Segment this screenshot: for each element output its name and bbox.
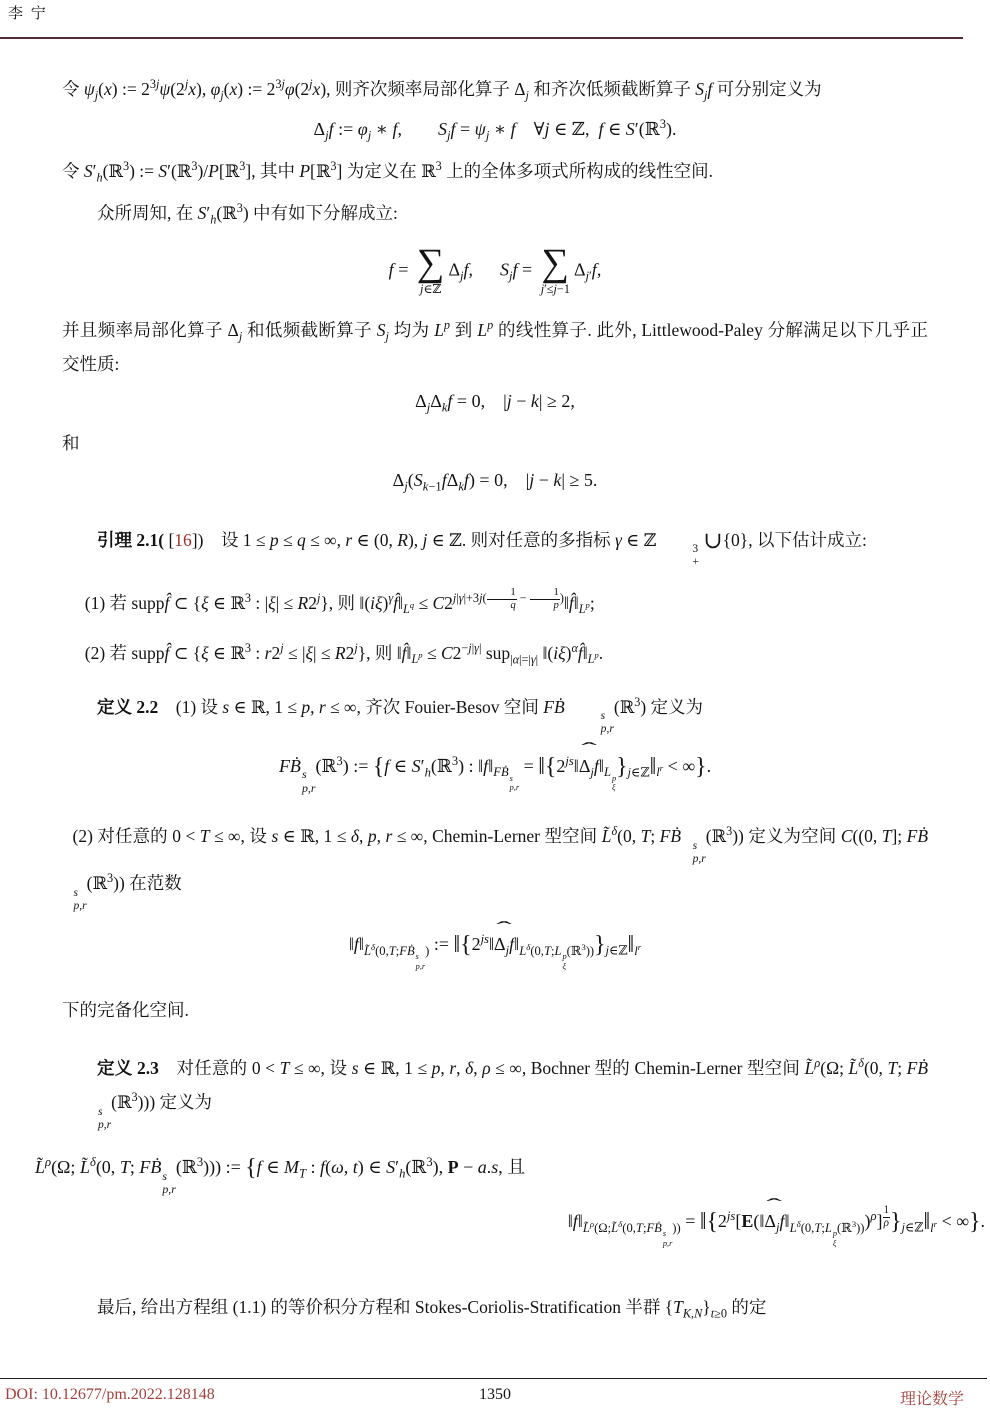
equation-orthogonality-1: $\Delta_j\Delta_kf = 0$, |j − k| ≥ 2, xyxy=(415,390,575,415)
paragraph-final: 最后, 给出方程组 (1.1) 的等价积分方程和 Stokes-Coriolis-Stratification 半群 $\{T_{K,N}\}_{t\ge 0}$ 的定 xyxy=(97,1297,767,1321)
equation-fourier-besov-space: FḂ s p,r (ℝ$^3$) := {f ∈ $S'_h(ℝ^3)$ : $‖f‖_{FḂ s p,r}$ = $‖\{2^{js}‖ˆ$ $\Delta_jf‖_{L p \xi}$ }$_{j\in ℤ}‖_{l^r}$ < ∞}. xyxy=(62,753,928,796)
equation-chemin-lerner-norm: $‖f‖_{L̃^\delta(0,T;FḂ s p,r )}$ := $‖\{2^{js}‖ˆ$ $\Delta_jf‖_{L^\delta(0,T;L p \xi (ℝ^3))}\}_{j\in ℤ}‖_{l^r}$ xyxy=(62,931,928,971)
citation-ref-16[interactable]: 16 xyxy=(174,529,192,550)
paragraph-operator-definitions: 令 $\psi_j(x)$ := $2^{3j}\psi(2^jx)$, $\varphi_j(x)$ := $2^{3j}\varphi(2^jx)$, 则齐次频率局部化算子 $\Delta_j$ 和齐次低频截断算子 $S_jf$ 可分别定义为 xyxy=(62,77,822,103)
page-number: 1350 xyxy=(479,1386,511,1403)
citation-bracket-close: ]) xyxy=(191,529,204,550)
paragraph-definition-2-2 xyxy=(62,690,928,737)
paragraph-definition-2-3 xyxy=(62,1051,928,1132)
paragraph-linear-operators: 并且频率局部化算子 $\Delta_j$ 和低频截断算子 $S_j$ 均为 $L^p$ 到 $L^p$ 的线性算子. 此外, Littlewood-Paley 分解满足以下几乎正交性质: xyxy=(62,317,929,374)
running-header-author: 李 宁 xyxy=(8,6,48,22)
page-body xyxy=(35,72,985,1324)
paragraph-quotient-space: 令 $S'_h(ℝ^3)$ := S′(ℝ$^3$)/P[ℝ$^3$], 其中 P[ℝ$^3$] 为定义在 ℝ$^3$ 上的全体多项式所构成的线性空间. xyxy=(62,159,714,185)
lemma-item-2: (2) 若 suppf̂ ⊂ {ξ ∈ ℝ$^3$ : $r2^j \le |\xi| \le R2^j$}, 则 $‖f̂‖_{L^p} \le C2^{-j|\gamma|}$ sup$_{|\alpha|=|\gamma|}$ $‖(i\xi)^\alpha f̂‖_{L^p}$. xyxy=(84,640,604,667)
paragraph-and: 和 xyxy=(62,432,80,453)
paragraph-well-known-decomposition: 众所周知, 在 $S'_h(ℝ^3)$ 中有如下分解成立: xyxy=(97,201,398,227)
doi-link[interactable]: DOI: 10.12677/pm.2022.128148 xyxy=(5,1386,215,1403)
lemma-body: 设 1 ≤ p ≤ q ≤ ∞, r ∈ (0, R), j ∈ ℤ. 则对任意的多指标 γ ∈ ℤ 3 + ∪{0}, 以下估计成立: xyxy=(203,526,867,569)
equation-localization-operators: $\Delta_jf$ := $\varphi_j$ ∗ f, $S_jf = \psi_j$ ∗ f ∀j ∈ ℤ, f ∈ S′(ℝ$^3$). xyxy=(313,117,677,143)
definition-2-3-label: 定义 2.3 xyxy=(97,1058,159,1079)
lemma-item-1: (1) 若 suppf̂ ⊂ {ξ ∈ ℝ$^3$ : $|\xi| \le R2^j$}, 则 $‖(i\xi)^\gamma f̂‖_{L^q}$ ≤ $C2^{j|\gamma|+3j( \frac{1}{q} - \frac{1}{p} )}‖f̂‖_{L^p}$; xyxy=(84,586,595,617)
equation-bochner-space-line-2: $‖f‖_{L̃^\rho(\Omega;L̃^\delta(0,T;FḂ s p,r ))}$ = $‖\{2^{js}[E(‖ˆ$ $\Delta_jf‖_{L^\delta(0,T;L p \xi (ℝ^3))})^\rho$] $^{\frac{1}{\rho}}$ }$_{j\in ℤ}‖_{l^r}$ < ∞}. xyxy=(62,1205,985,1248)
journal-name: 理论数学 xyxy=(899,1391,964,1408)
page-footer xyxy=(0,1386,990,1412)
equation-littlewood-paley-sums: f = ∑ j∈ℤ $\Delta_jf$, $S_jf$ = ∑ j′≤j−1 $\Delta_{j'}f$, xyxy=(388,242,602,296)
definition-2-2-label: 定义 2.2 xyxy=(97,696,159,717)
definition-2-2-body: (1) 设 s ∈ ℝ, 1 ≤ p, r ≤ ∞, 齐次 Fouier-Besov 空间 FḂ s p,r (ℝ$^3$) 定义为 xyxy=(158,694,704,736)
paragraph-lemma-2-1 xyxy=(62,523,928,570)
header-rule xyxy=(0,37,963,39)
equation-orthogonality-2: $\Delta_j(S_{k-1}f\Delta_kf) = 0$, |j − k| ≥ 5. xyxy=(392,469,598,494)
paragraph-chemin-lerner-space: (2) 对任意的 0 < T ≤ ∞, 设 s ∈ ℝ, 1 ≤ δ, p, r ≤ ∞, Chemin-Lerner 型空间 L̃$^\delta$(0, T; FḂ s p,r (ℝ$^3$)) 定义为空间 C((0, T]; FḂ s p,r (ℝ$^3$)) 在范数 xyxy=(72,824,929,912)
citation-bracket-open: [ xyxy=(164,529,175,550)
paragraph-completion-space: 下的完备化空间. xyxy=(62,1000,189,1021)
lemma-label: 引理 2.1( xyxy=(97,529,165,550)
definition-2-3-body: 对任意的 0 < T ≤ ∞, 设 s ∈ ℝ, 1 ≤ p, r, δ, ρ ≤ ∞, Bochner 型的 Chemin-Lerner 型空间 L̃$^\rho$(Ω; L̃$^\delta$(0, T; FḂ s p,r (ℝ$^3$))) 定义为 xyxy=(98,1056,929,1131)
equation-bochner-space-line-1: L̃$^\rho$(Ω; L̃$^\delta$(0, T; FḂ s p,r (ℝ$^3$))) := {f ∈ $M_T$ : f(ω, t) ∈ $S'_h(ℝ^3)$, P − a.s, 且 xyxy=(35,1155,526,1197)
footer-rule xyxy=(0,1378,987,1379)
